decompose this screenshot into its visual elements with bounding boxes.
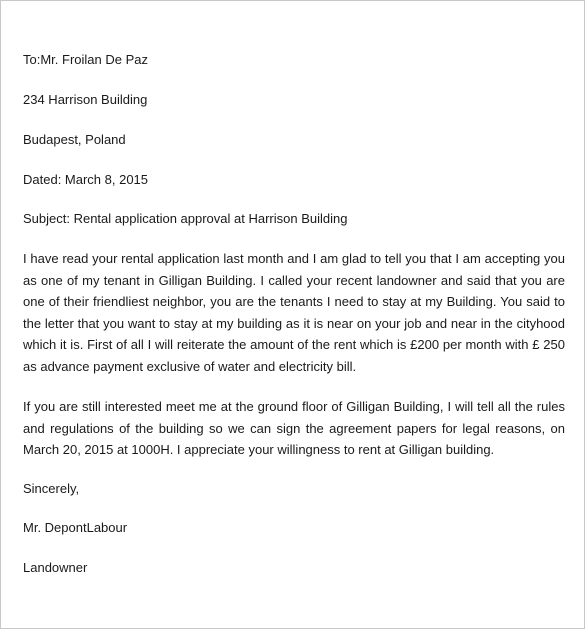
date-line: Dated: March 8, 2015 [23,172,149,187]
body-paragraph-2: If you are still interested meet me at the ground floor of Gilligan Building, I will tell all the rules and regulations of the building so we can sign the agreement papers for legal reasons, on March 20, 2015 at 1000H. I appreciate your willingness to rent at Gilligan building. [23,399,565,457]
body-paragraph-1: I have read your rental application last month and I am glad to tell you that I am accepting you as one of my tenant in Gilligan Building. I called your recent landowner and said that you are one of their friendliest neighbor, you are the tenants I need to stay at my Building. You said to the letter that you want to stay at my building as it is near on your job and near in the cityhood which it is. First of all I will reiterate the amount of the rent which is £200 per month with £ 250 as advance payment exclusive of water and electricity bill. [23,251,565,374]
recipient-line: To:Mr. Froilan De Paz [23,52,148,67]
signer-title: Landowner [23,560,88,575]
address-line-2: Budapest, Poland [23,132,126,147]
address-line-1: 234 Harrison Building [23,92,148,107]
signer-name: Mr. DepontLabour [23,520,128,535]
subject-line: Subject: Rental application approval at Harrison Building [23,211,348,226]
closing-line: Sincerely, [23,481,80,496]
